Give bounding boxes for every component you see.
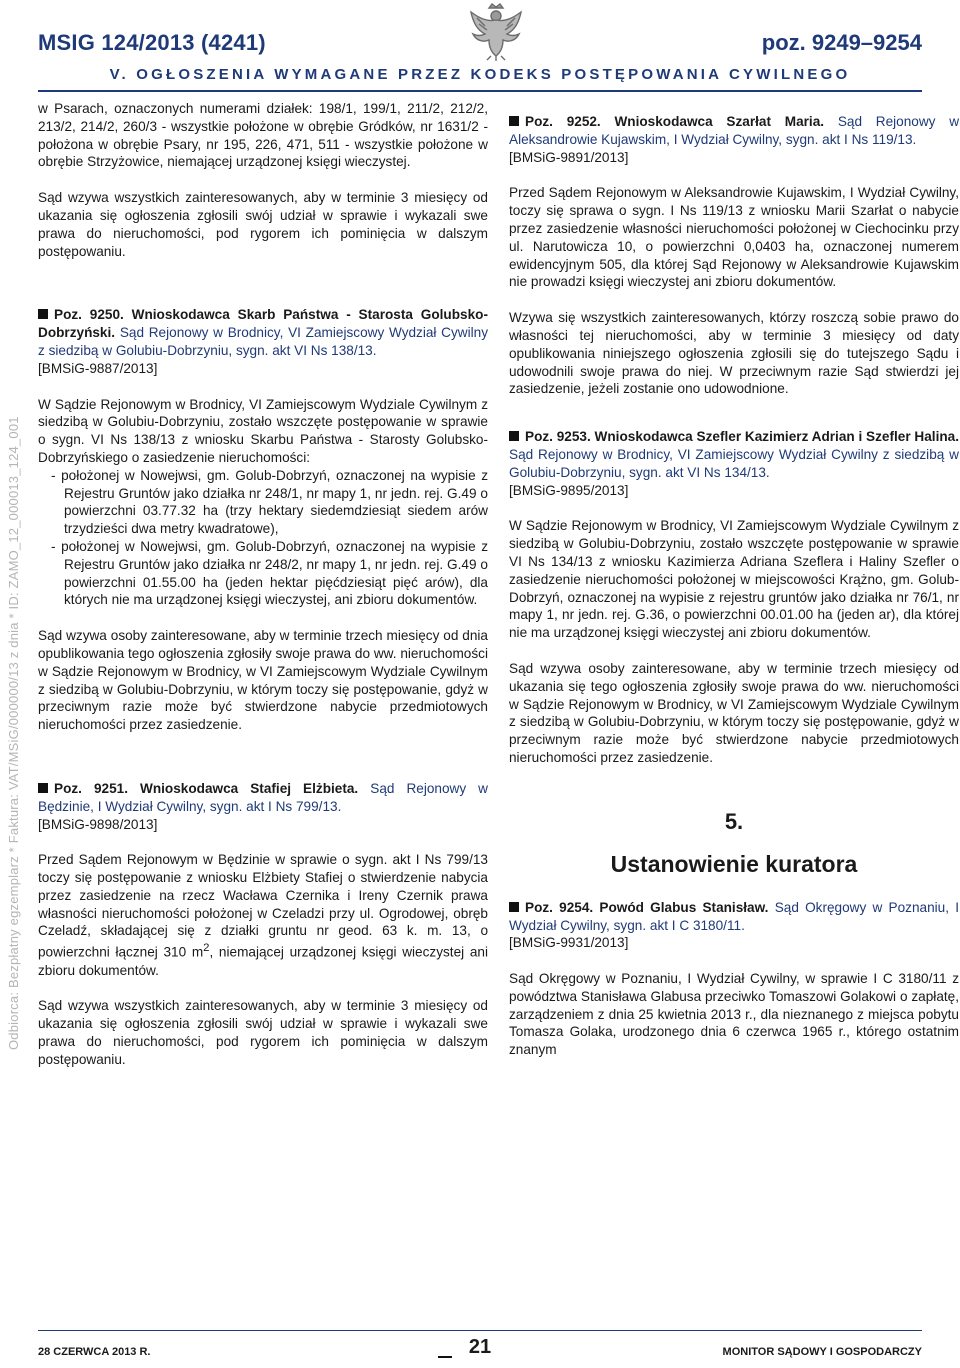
bullet-square-icon xyxy=(509,902,519,912)
polish-eagle-emblem xyxy=(467,2,525,62)
entry-heading: Poz. 9251. Wnioskodawca Stafiej Elżbieta. xyxy=(54,780,359,796)
court-info: Sąd Rejonowy w Brodnicy, VI Zamiejscowy Wydział Cywilny z siedzibą w Golubiu-Dobrzyniu, sygn. akt VI Ns 134/13. xyxy=(509,446,959,480)
entry-body: Przed Sądem Rejonowym w Będzinie w sprawie o sygn. akt I Ns 799/13 toczy się postępowanie z wniosku Elżbiety Stafiej o stwierdzenie nabycia przez zasiedzenie na rzecz Wacława Czernika i Ireny Czernik prawa własności nieruchomości położonej w Czeladzi przy ul. Ogrodowej, obręb Czeladź, składającej się z działki gruntu nr geod. 63 k. m. 13, o powierzchni łącznej 310 $m^2$, niemającej urządzonej księgi wieczystej ani zbioru dokumentów. xyxy=(38,852,488,978)
list-item: - położonej w Nowejwsi, gm. Golub-Dobrzyń, oznaczonej na wypisie z Rejestru Gruntów jako działka nr 248/1, nr mapy 1, nr jedn. rej. G.49 o powierzchni 03.77.32 ha (trzy hektary siedemdziesiąt siedem arów trzydzieści dwa metry kwadratowe), xyxy=(51,467,488,537)
entry-summons: Sąd wzywa osoby zainteresowane, aby w terminie trzech miesięcy od ukazania się tego ogłoszenia zgłosiły swoje prawa do ww. nieruchomości w Sądzie Rejonowym w Brodnicy, w VI Zamiejscowym Wydziale Cywilnym z siedzibą w Golubiu-Dobrzyniu, w którym toczy się postępowanie, gdyż w przeciwnym razie może być stwierdzone nabycie przedmiotowych nieruchomości przez zasiedzenie. xyxy=(509,660,959,765)
reference-code: [BMSiG-9931/2013] xyxy=(509,935,629,951)
entry-heading: Poz. 9250. Wnioskodawca Skarb Państwa - Starosta Golubsko-Dobrzyński. xyxy=(38,307,488,341)
issue-date: 28 CZERWCA 2013 R. xyxy=(38,1346,151,1358)
entry-9253 xyxy=(509,428,959,767)
left-column xyxy=(38,100,488,1069)
publication-name: MONITOR SĄDOWY I GOSPODARCZY xyxy=(722,1346,922,1358)
issue-number: MSIG 124/2013 (4241) xyxy=(38,30,266,55)
entry-body: Sąd Okręgowy w Poznaniu, I Wydział Cywilny, w sprawie I C 3180/11 z powództwa Stanisława Glabusa przeciwko Tomaszowi Golakowi o zapłatę, zarządzeniem z dnia 25 kwietnia 2013 r., dla nieznanego z miejsca pobytu Tomasza Golaka, urodzonego dnia 6 czerwca 1965 r., którego ostatnim znanym xyxy=(509,971,959,1058)
list-item: - położonej w Nowejwsi, gm. Golub-Dobrzyń, oznaczonej na wypisie z Rejestru Gruntów jako działka nr 248/2, nr mapy 1, nr jedn. rej. G.49 o powierzchni 01.55.00 ha (jeden hektar pięćdziesiąt pięć arów), dla których nie ma urządzonej księgi wieczystej, ani zbioru dokumentów. xyxy=(51,538,488,608)
reference-code: [BMSiG-9895/2013] xyxy=(509,482,629,498)
continued-summons: Sąd wzywa wszystkich zainteresowanych, aby w terminie 3 miesięcy od ukazania się ogłoszenia zgłosili swój udział w sprawie i wykazali swe prawa do nieruchomości, pod rygorem ich pominięcia w dalszym postępowaniu. xyxy=(38,190,488,259)
recipient-watermark: Odbiorca: Bezpłatny egzemplarz * Faktura: VAT/MSiG/000000/13 z dnia * ID: ZAMO_12_000013_124_001 xyxy=(6,416,21,1050)
entry-summons: Sąd wzywa osoby zainteresowane, aby w terminie trzech miesięcy od dnia opublikowania tego ogłoszenia zgłosiły swoje prawa do ww. nieruchomości w Sądzie Rejonowym w Brodnicy, w VI Zamiejscowym Wydziale Cywilnym z siedzibą w Golubiu-Dobrzyniu, w którym toczy się postępowanie, gdyż w przeciwnym razie może być stwierdzone nabycie przedmiotowych nieruchomości przez zasiedzenie. xyxy=(38,628,488,733)
reference-code: [BMSiG-9891/2013] xyxy=(509,149,629,165)
court-info: Sąd Rejonowy w Będzinie, I Wydział Cywilny, sygn. akt I Ns 799/13. xyxy=(38,780,488,814)
footer-divider xyxy=(38,1330,922,1331)
header-divider xyxy=(38,90,922,92)
court-info: Sąd Rejonowy w Brodnicy, VI Zamiejscowy Wydział Cywilny z siedzibą w Golubiu-Dobrzyniu, sygn. akt VI Ns 138/13. xyxy=(38,325,489,358)
entry-summons: Sąd wzywa wszystkich zainteresowanych, aby w terminie 3 miesięcy od ukazania się ogłoszenia zgłosili swój udział w sprawie i wykazali swe prawa do nieruchomości, pod rygorem ich pominięcia w dalszym postępowaniu. xyxy=(38,998,488,1067)
bullet-square-icon xyxy=(509,116,519,126)
court-info: Sąd Okręgowy w Poznaniu, I Wydział Cywilny, sygn. akt I C 3180/11. xyxy=(509,899,959,933)
entry-body: Przed Sądem Rejonowym w Aleksandrowie Kujawskim, I Wydział Cywilny, toczy się sprawa o sygn. I Ns 119/13 z wniosku Marii Szarłat o nabycie przez zasiedzenie własności nieruchomości położonej w Ciechocinku przy ul. Narutowicza 10, o powierzchni 0,0403 ha, oznaczonej numerem ewidencyjnym 505, dla której Sąd Rejonowy w Aleksandrowie Kujawskim nie prowadzi księgi wieczystej ani zbioru dokumentów. xyxy=(509,185,959,290)
continued-paragraph: w Psarach, oznaczonych numerami działek: 198/1, 199/1, 211/2, 212/2, 213/2, 214/2, 260/3 - wszystkie położone w obrębie Gródków, nr 1631/2 - położona w obrębie Psary, nr 195, 226, 471, 511 - wszystkie położone w obrębie Strzyżowice, niemającej urządzonej księgi wieczystej. xyxy=(38,101,488,170)
entry-heading: Poz. 9254. Powód Glabus Stanisław. xyxy=(525,899,769,915)
chapter-heading xyxy=(509,807,959,881)
bullet-square-icon xyxy=(509,431,519,441)
entry-body: W Sądzie Rejonowym w Brodnicy, VI Zamiejscowym Wydziale Cywilnym z siedzibą w Golubiu-Dobrzyniu, zostało wszczęte postępowanie w sprawie o sygn. VI Ns 138/13 z wniosku Skarbu Państwa - Starosty Golubsko-Dobrzyńskiego o zasiedzenie nieruchomości: xyxy=(38,396,488,465)
entry-9251 xyxy=(38,780,488,1069)
bullet-square-icon xyxy=(38,783,48,793)
reference-code: [BMSiG-9898/2013] xyxy=(38,816,158,832)
entry-9254 xyxy=(509,899,959,1059)
chapter-number: 5. xyxy=(724,808,744,834)
court-info: Sąd Rejonowy w Aleksandrowie Kujawskim, I Wydział Cywilny, sygn. akt I Ns 119/13. xyxy=(509,114,960,147)
right-column xyxy=(509,113,959,1059)
chapter-title: Ustanowienie kuratora xyxy=(610,850,858,877)
section-title: V. OGŁOSZENIA WYMAGANE PRZEZ KODEKS POSTĘPOWANIA CYWILNEGO xyxy=(109,66,851,83)
entry-body: W Sądzie Rejonowym w Brodnicy, VI Zamiejscowym Wydziale Cywilnym z siedzibą w Golubiu-Dobrzyniu, zostało wszczęte postępowanie w sprawie VI Ns 134/13 z wniosku Kazimierza Adriana Szeflera i Haliny Szefler o zasiedzenie nieruchomości położonej w miejscowości Krążno, gm. Golub-Dobrzyń, oznaczonej na wypisie z rejestru gruntów jako działka nr 76/1, nr mapy 1, nr jedn. rej. G.36, o powierzchni 00.01.00 ha (jeden ar), dla której nie ma urządzonej księgi wieczystej ani zbioru dokumentów. xyxy=(509,518,959,641)
reference-code: [BMSiG-9887/2013] xyxy=(38,360,158,376)
page-number: 21 xyxy=(468,1336,492,1358)
entry-heading: Poz. 9252. Wnioskodawca Szarłat Maria. xyxy=(525,114,825,129)
positions-range: poz. 9249–9254 xyxy=(761,30,922,55)
entry-heading: Poz. 9253. Wnioskodawca Szefler Kazimierz Adrian i Szefler Halina. xyxy=(525,429,959,445)
entry-9252 xyxy=(509,113,959,398)
property-list xyxy=(38,467,488,609)
entry-summons: Wzywa się wszystkich zainteresowanych, którzy roszczą sobie prawo do własności tej nieruchomości, aby w terminie 3 miesięcy od daty opublikowania niniejszego ogłoszenia zgłosili się do tutejszego Sądu i udowodnili swoje prawa do niej. W przeciwnym razie Sąd stwierdzi jej zasiedzenie, jeżeli zostanie ono udowodnione. xyxy=(509,310,959,397)
bullet-square-icon xyxy=(38,309,48,319)
page-number-dash xyxy=(438,1356,452,1358)
entry-9250 xyxy=(38,306,488,734)
